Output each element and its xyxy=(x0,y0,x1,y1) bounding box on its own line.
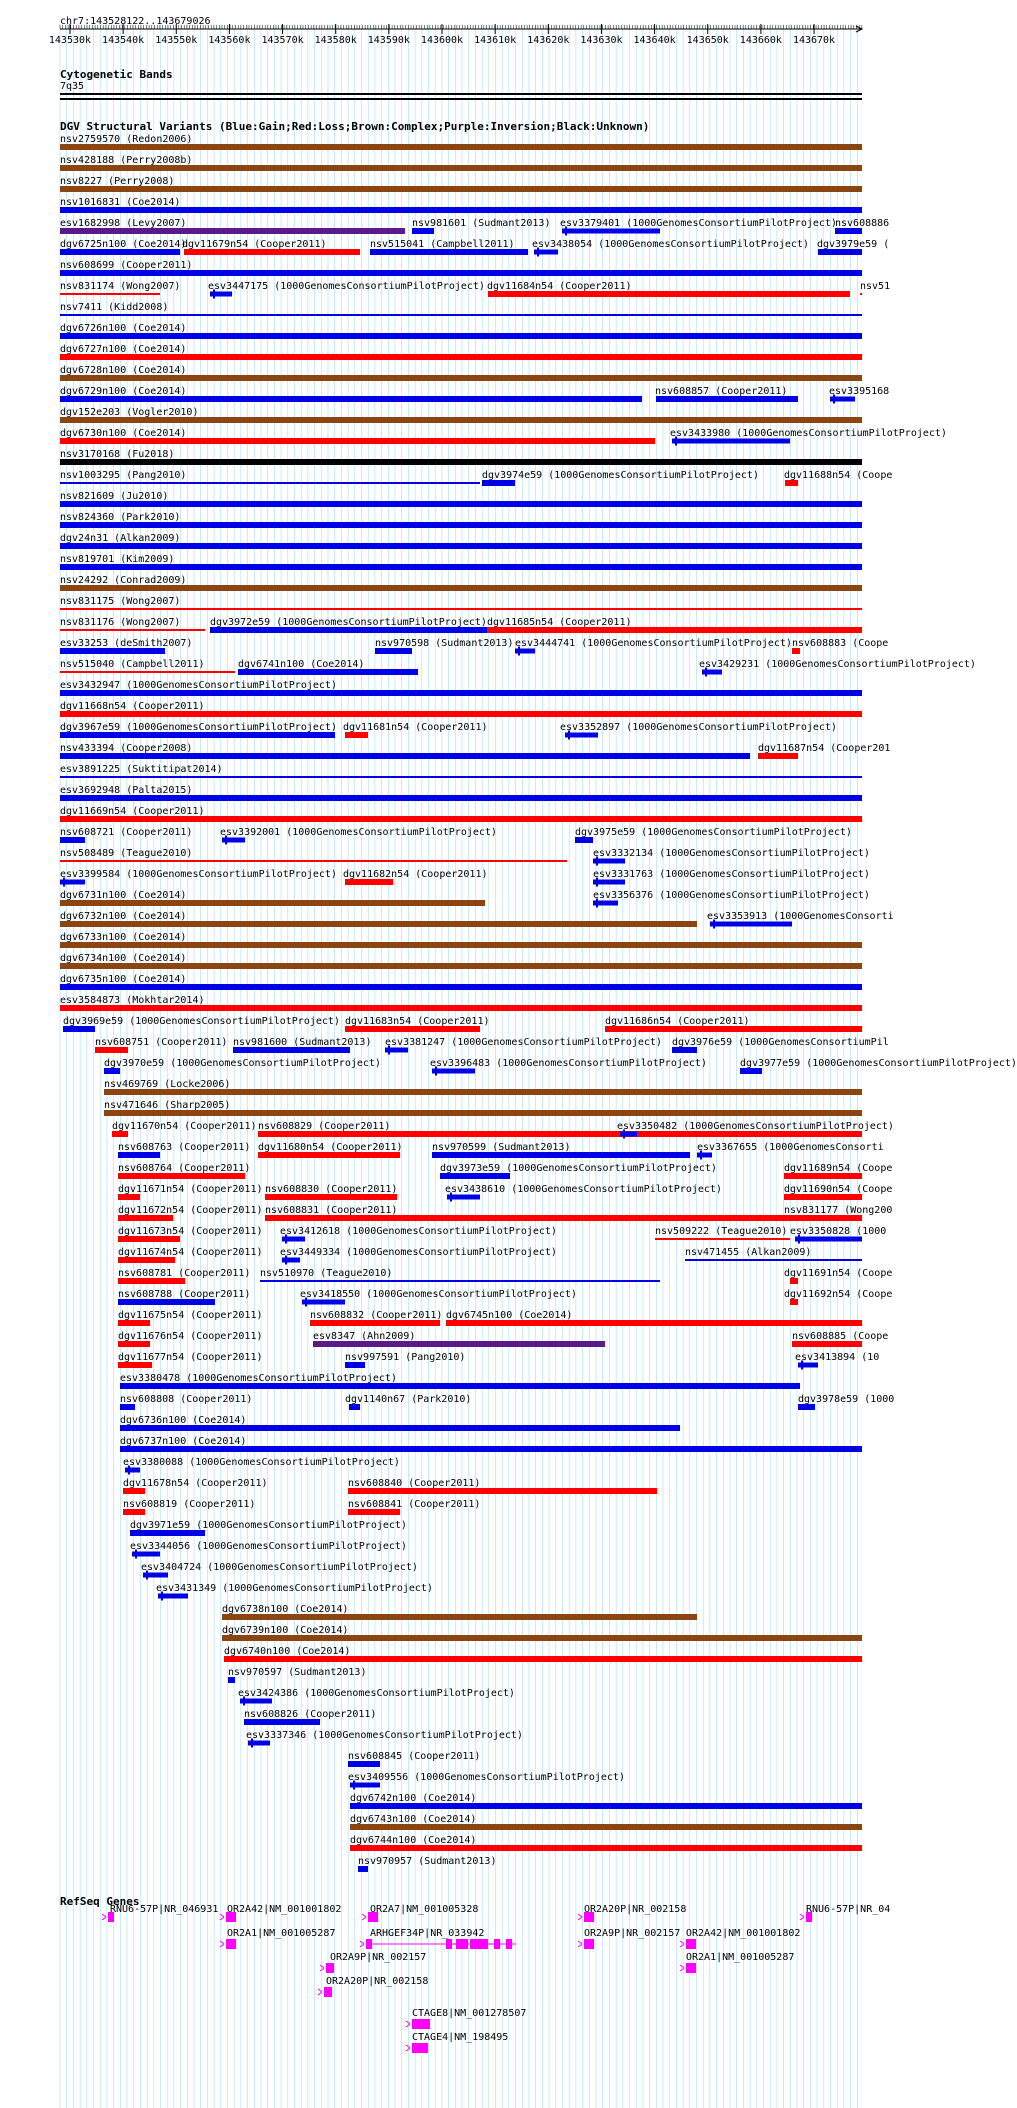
variant-label[interactable]: esv3367655 (1000GenomesConsorti xyxy=(697,1142,884,1153)
variant-bar[interactable] xyxy=(60,314,862,316)
gene-exon[interactable] xyxy=(324,1987,332,1997)
variant-bar[interactable] xyxy=(710,922,792,927)
gene-exon[interactable] xyxy=(476,1939,482,1949)
variant-label[interactable]: dgv11669n54 (Cooper2011) xyxy=(60,806,205,817)
variant-label[interactable]: esv3332134 (1000GenomesConsortiumPilotProject) xyxy=(593,848,870,859)
gene-label[interactable]: OR2A9P|NR_002157 xyxy=(584,1928,681,1939)
variant-label[interactable]: nsv608831 (Cooper2011) xyxy=(265,1205,398,1216)
variant-label[interactable]: dgv3971e59 (1000GenomesConsortiumPilotProject) xyxy=(130,1520,407,1531)
variant-label[interactable]: esv3449334 (1000GenomesConsortiumPilotProject) xyxy=(280,1247,557,1258)
variant-label[interactable]: nsv608788 (Cooper2011) xyxy=(118,1289,251,1300)
variant-bar[interactable] xyxy=(655,1238,790,1240)
variant-label[interactable]: dgv3976e59 (1000GenomesConsortiumPil xyxy=(672,1037,889,1048)
ruler-tick-label: 143560k xyxy=(208,35,251,46)
variant-label[interactable]: nsv608721 (Cooper2011) xyxy=(60,827,193,838)
gene-exon[interactable] xyxy=(482,1939,488,1949)
gene-exon[interactable] xyxy=(686,1939,696,1949)
variant-label[interactable]: esv3356376 (1000GenomesConsortiumPilotProject) xyxy=(593,890,870,901)
variant-label[interactable]: dgv11684n54 (Cooper2011) xyxy=(487,281,632,292)
ruler-tick-label: 143550k xyxy=(155,35,198,46)
ruler-tick-label: 143630k xyxy=(580,35,623,46)
variant-bar[interactable] xyxy=(697,1153,712,1158)
variant-label[interactable]: nsv1016831 (Coe2014) xyxy=(60,197,181,208)
variant-bar[interactable] xyxy=(562,229,660,234)
gene-label[interactable]: OR2A20P|NR_002158 xyxy=(584,1904,687,1915)
variant-label[interactable]: nsv515040 (Campbell2011) xyxy=(60,659,205,670)
variant-label[interactable]: dgv6737n100 (Coe2014) xyxy=(120,1436,247,1447)
variant-label[interactable]: dgv11689n54 (Coope xyxy=(784,1163,893,1174)
variant-label[interactable]: esv3418550 (1000GenomesConsortiumPilotProject) xyxy=(300,1289,577,1300)
gene-exon[interactable] xyxy=(326,1963,334,1973)
variant-label[interactable]: dgv11687n54 (Cooper201 xyxy=(758,743,891,754)
variant-label[interactable]: nsv51 xyxy=(860,281,891,292)
gene-label[interactable]: OR2A42|NM_001001802 xyxy=(227,1904,342,1915)
gene-exon[interactable] xyxy=(470,1939,476,1949)
variant-label[interactable]: nsv515041 (Campbell2011) xyxy=(370,239,515,250)
variant-label[interactable]: dgv11671n54 (Cooper2011) xyxy=(118,1184,263,1195)
variant-label[interactable]: nsv608857 (Cooper2011) xyxy=(655,386,788,397)
gene-exon[interactable] xyxy=(506,1939,512,1949)
ruler-tick-label: 143650k xyxy=(686,35,729,46)
variant-label[interactable]: dgv11682n54 (Cooper2011) xyxy=(343,869,488,880)
variant-label[interactable]: dgv11681n54 (Cooper2011) xyxy=(343,722,488,733)
variant-bar[interactable] xyxy=(860,293,862,295)
variant-label[interactable]: dgv6743n100 (Coe2014) xyxy=(350,1814,477,1825)
gene-label[interactable]: OR2A1|NM_001005287 xyxy=(686,1952,795,1963)
gene-exon[interactable] xyxy=(686,1963,696,1973)
variant-label[interactable]: esv3331763 (1000GenomesConsortiumPilotProject) xyxy=(593,869,870,880)
variant-label[interactable]: nsv24292 (Conrad2009) xyxy=(60,575,187,586)
variant-label[interactable]: esv3337346 (1000GenomesConsortiumPilotProject) xyxy=(246,1730,523,1741)
variant-label[interactable]: dgv1140n67 (Park2010) xyxy=(345,1394,472,1405)
variant-label[interactable]: esv3444741 (1000GenomesConsortiumPilotProject) xyxy=(515,638,792,649)
variant-label[interactable]: dgv11670n54 (Cooper2011) xyxy=(112,1121,257,1132)
variant-label[interactable]: esv3431349 (1000GenomesConsortiumPilotProject) xyxy=(156,1583,433,1594)
strand-arrow-icon xyxy=(360,1941,364,1947)
gene-label[interactable]: CTAGE8|NM_001278507 xyxy=(412,2008,527,2019)
variant-bar[interactable] xyxy=(282,1258,300,1263)
variant-label[interactable]: dgv6729n100 (Coe2014) xyxy=(60,386,187,397)
gene-label[interactable]: ARHGEF34P|NR_033942 xyxy=(370,1928,485,1939)
variant-label[interactable]: nsv471455 (Alkan2009) xyxy=(685,1247,812,1258)
refseq-track-title: RefSeq Genes xyxy=(60,1895,140,1908)
variant-bar[interactable] xyxy=(60,671,235,673)
variant-bar[interactable] xyxy=(125,1468,140,1473)
variant-label[interactable]: dgv152e203 (Vogler2010) xyxy=(60,407,199,418)
variant-label[interactable]: nsv608885 (Coope xyxy=(792,1331,889,1342)
variant-label[interactable]: nsv608826 (Cooper2011) xyxy=(244,1709,377,1720)
variant-label[interactable]: dgv11685n54 (Cooper2011) xyxy=(487,617,632,628)
variant-label[interactable]: esv3424386 (1000GenomesConsortiumPilotProject) xyxy=(238,1688,515,1699)
variant-bar[interactable] xyxy=(60,459,862,465)
variant-label[interactable]: nsv608832 (Cooper2011) xyxy=(310,1310,443,1321)
variant-label[interactable]: dgv6740n100 (Coe2014) xyxy=(224,1646,351,1657)
variant-bar[interactable] xyxy=(302,1300,345,1305)
variant-label[interactable]: nsv508489 (Teague2010) xyxy=(60,848,193,859)
gene-label[interactable]: OR2A7|NM_001005328 xyxy=(370,1904,479,1915)
strand-arrow-icon xyxy=(406,2021,410,2027)
variant-label[interactable]: esv3381247 (1000GenomesConsortiumPilotProject) xyxy=(385,1037,662,1048)
dgv-track-title: DGV Structural Variants (Blue:Gain;Red:Loss;Brown:Complex;Purple:Inversion;Black:Unknown) xyxy=(60,120,650,133)
variant-label[interactable]: nsv469769 (Locke2006) xyxy=(104,1079,231,1090)
gene-exon[interactable] xyxy=(412,2019,430,2029)
variant-label[interactable]: esv3429231 (1000GenomesConsortiumPilotProject) xyxy=(699,659,976,670)
variant-label[interactable]: esv1682998 (Levy2007) xyxy=(60,218,187,229)
variant-label[interactable]: esv3350828 (1000 xyxy=(790,1226,887,1237)
variant-label[interactable]: nsv510970 (Teague2010) xyxy=(260,1268,393,1279)
variant-label[interactable]: dgv6734n100 (Coe2014) xyxy=(60,953,187,964)
variant-bar[interactable] xyxy=(60,860,567,862)
gene-label[interactable]: OR2A9P|NR_002157 xyxy=(330,1952,427,1963)
gene-exon[interactable] xyxy=(226,1939,236,1949)
variant-label[interactable]: dgv6732n100 (Coe2014) xyxy=(60,911,187,922)
variant-bar[interactable] xyxy=(60,482,480,484)
variant-bar[interactable] xyxy=(672,439,790,444)
ruler-tick-label: 143660k xyxy=(739,35,782,46)
variant-label[interactable]: nsv831174 (Wong2007) xyxy=(60,281,181,292)
variant-label[interactable]: nsv608830 (Cooper2011) xyxy=(265,1184,398,1195)
variant-label[interactable]: esv3447175 (1000GenomesConsortiumPilotProject) xyxy=(208,281,485,292)
gene-exon[interactable] xyxy=(494,1939,500,1949)
variant-label[interactable]: dgv6730n100 (Coe2014) xyxy=(60,428,187,439)
variant-label[interactable]: dgv6731n100 (Coe2014) xyxy=(60,890,187,901)
variant-label[interactable]: dgv3972e59 (1000GenomesConsortiumPilotProject) xyxy=(210,617,487,628)
variant-label[interactable]: esv3692948 (Palta2015) xyxy=(60,785,193,796)
ruler-tick-label: 143580k xyxy=(314,35,357,46)
variant-bar[interactable] xyxy=(620,1132,637,1137)
ruler-tick-label: 143620k xyxy=(527,35,570,46)
variant-label[interactable]: esv3399584 (1000GenomesConsortiumPilotProject) xyxy=(60,869,337,880)
gene-exon[interactable] xyxy=(412,2043,428,2053)
variant-label[interactable]: dgv6739n100 (Coe2014) xyxy=(222,1625,349,1636)
variant-label[interactable]: dgv11675n54 (Cooper2011) xyxy=(118,1310,263,1321)
ruler-tick-label: 143670k xyxy=(792,35,836,46)
variant-label[interactable]: esv3395168 xyxy=(829,386,890,397)
variant-label[interactable]: esv3396483 (1000GenomesConsortiumPilotProject) xyxy=(430,1058,707,1069)
ruler-tick-label: 143600k xyxy=(420,35,464,46)
ruler-tick-label: 143610k xyxy=(474,35,517,46)
strand-arrow-icon xyxy=(578,1941,582,1947)
variant-bar[interactable] xyxy=(60,293,160,295)
gene-label[interactable]: RNU6-57P|NR_046931 xyxy=(110,1904,219,1915)
variant-label[interactable]: esv3352897 (1000GenomesConsortiumPilotProject) xyxy=(560,722,837,733)
variant-label[interactable]: dgv3978e59 (1000 xyxy=(798,1394,895,1405)
variant-label[interactable]: nsv997591 (Pang2010) xyxy=(345,1352,466,1363)
variant-label[interactable]: nsv1003295 (Pang2010) xyxy=(60,470,187,481)
variant-label[interactable]: dgv11683n54 (Cooper2011) xyxy=(345,1016,490,1027)
gene-exon[interactable] xyxy=(584,1939,594,1949)
variant-label[interactable]: nsv831175 (Wong2007) xyxy=(60,596,181,607)
variant-label[interactable]: nsv608829 (Cooper2011) xyxy=(258,1121,391,1132)
variant-label[interactable]: nsv433394 (Cooper2008) xyxy=(60,743,193,754)
variant-label[interactable]: dgv11690n54 (Coope xyxy=(784,1184,893,1195)
variant-label[interactable]: nsv509222 (Teague2010) xyxy=(655,1226,788,1237)
variant-label[interactable]: esv3413894 (10 xyxy=(795,1352,880,1363)
variant-label[interactable]: dgv11688n54 (Coope xyxy=(784,470,893,481)
variant-label[interactable]: nsv608840 (Cooper2011) xyxy=(348,1478,481,1489)
variant-bar[interactable] xyxy=(432,1069,475,1074)
variant-label[interactable]: nsv970597 (Sudmant2013) xyxy=(228,1667,367,1678)
gene-exon[interactable] xyxy=(462,1939,468,1949)
variant-label[interactable]: nsv428188 (Perry2008b) xyxy=(60,155,193,166)
gene-exon[interactable] xyxy=(456,1939,462,1949)
ruler-tick-label: 143590k xyxy=(367,35,410,46)
variant-label[interactable]: nsv608819 (Cooper2011) xyxy=(123,1499,256,1510)
variant-label[interactable]: esv8347 (Ahn2009) xyxy=(313,1331,416,1342)
variant-label[interactable]: nsv608763 (Cooper2011) xyxy=(118,1142,251,1153)
variant-bar[interactable] xyxy=(60,186,862,192)
variant-label[interactable]: dgv11672n54 (Cooper2011) xyxy=(118,1205,263,1216)
variant-label[interactable]: nsv608781 (Cooper2011) xyxy=(118,1268,251,1279)
strand-arrow-icon xyxy=(578,1914,582,1920)
gene-exon[interactable] xyxy=(446,1939,452,1949)
strand-arrow-icon xyxy=(680,1941,684,1947)
gene-label[interactable]: OR2A20P|NR_002158 xyxy=(326,1976,429,1987)
ruler-tick-label: 143640k xyxy=(633,35,676,46)
variant-bar[interactable] xyxy=(260,1280,660,1282)
variant-label[interactable]: nsv831177 (Wong200 xyxy=(784,1205,893,1216)
variant-label[interactable]: dgv3974e59 (1000GenomesConsortiumPilotProject) xyxy=(482,470,759,481)
strand-arrow-icon xyxy=(680,1965,684,1971)
variant-bar[interactable] xyxy=(60,776,862,778)
variant-label[interactable]: dgv6727n100 (Coe2014) xyxy=(60,344,187,355)
variant-label[interactable]: dgv6728n100 (Coe2014) xyxy=(60,365,187,376)
variant-label[interactable]: dgv3970e59 (1000GenomesConsortiumPilotProject) xyxy=(104,1058,381,1069)
variant-label[interactable]: esv3350482 (1000GenomesConsortiumPilotProject) xyxy=(617,1121,894,1132)
variant-label[interactable]: dgv6735n100 (Coe2014) xyxy=(60,974,187,985)
variant-label[interactable]: nsv608764 (Cooper2011) xyxy=(118,1163,251,1174)
variant-label[interactable]: dgv6741n100 (Coe2014) xyxy=(238,659,365,670)
variant-label[interactable]: dgv3973e59 (1000GenomesConsortiumPilotProject) xyxy=(440,1163,717,1174)
cytoband-label: 7q35 xyxy=(60,81,85,92)
variant-label[interactable]: dgv24n31 (Alkan2009) xyxy=(60,533,181,544)
variant-label[interactable]: esv3584873 (Mokhtar2014) xyxy=(60,995,205,1006)
variant-label[interactable]: nsv981600 (Sudmant2013) xyxy=(233,1037,372,1048)
variant-label[interactable]: dgv6736n100 (Coe2014) xyxy=(120,1415,247,1426)
variant-label[interactable]: esv3891225 (Suktitipat2014) xyxy=(60,764,223,775)
variant-label[interactable]: dgv3975e59 (1000GenomesConsortiumPilotProject) xyxy=(575,827,852,838)
gene-label[interactable]: RNU6-57P|NR_04 xyxy=(806,1904,891,1915)
strand-arrow-icon xyxy=(320,1965,324,1971)
variant-bar[interactable] xyxy=(784,1217,862,1219)
gene-label[interactable]: OR2A1|NM_001005287 xyxy=(227,1928,336,1939)
variant-label[interactable]: nsv824360 (Park2010) xyxy=(60,512,181,523)
variant-label[interactable]: dgv11674n54 (Cooper2011) xyxy=(118,1247,263,1258)
variant-label[interactable]: esv3409556 (1000GenomesConsortiumPilotProject) xyxy=(348,1772,625,1783)
strand-arrow-icon xyxy=(406,2045,410,2051)
variant-label[interactable]: nsv608883 (Coope xyxy=(792,638,889,649)
variant-label[interactable]: esv3433980 (1000GenomesConsortiumPilotProject) xyxy=(670,428,947,439)
variant-label[interactable]: dgv6744n100 (Coe2014) xyxy=(350,1835,477,1846)
variant-label[interactable]: esv3379401 (1000GenomesConsortiumPilotProject) xyxy=(560,218,837,229)
variant-label[interactable]: esv3432947 (1000GenomesConsortiumPilotProject) xyxy=(60,680,337,691)
variant-label[interactable]: nsv981601 (Sudmant2013) xyxy=(412,218,551,229)
variant-label[interactable]: dgv6726n100 (Coe2014) xyxy=(60,323,187,334)
variant-label[interactable]: nsv608845 (Cooper2011) xyxy=(348,1751,481,1762)
ruler-tick-label: 143570k xyxy=(261,35,304,46)
cytoband-bar xyxy=(60,98,862,100)
gene-label[interactable]: CTAGE4|NM_198495 xyxy=(412,2032,509,2043)
variant-label[interactable]: esv3404724 (1000GenomesConsortiumPilotProject) xyxy=(141,1562,418,1573)
variant-label[interactable]: nsv608699 (Cooper2011) xyxy=(60,260,193,271)
variant-label[interactable]: nsv970599 (Sudmant2013) xyxy=(432,1142,571,1153)
variant-label[interactable]: nsv608751 (Cooper2011) xyxy=(95,1037,228,1048)
variant-bar[interactable] xyxy=(685,1259,862,1261)
variant-label[interactable]: nsv7411 (Kidd2008) xyxy=(60,302,169,313)
variant-label[interactable]: nsv8227 (Perry2008) xyxy=(60,176,175,187)
variant-label[interactable]: dgv3977e59 (1000GenomesConsortiumPilotProject) xyxy=(740,1058,1017,1069)
variant-label[interactable]: dgv11686n54 (Cooper2011) xyxy=(605,1016,750,1027)
variant-label[interactable]: esv3344056 (1000GenomesConsortiumPilotProject) xyxy=(130,1541,407,1552)
variant-label[interactable]: nsv831176 (Wong2007) xyxy=(60,617,181,628)
variant-label[interactable]: dgv11677n54 (Cooper2011) xyxy=(118,1352,263,1363)
variant-label[interactable]: nsv608886 xyxy=(835,218,890,229)
variant-label[interactable]: dgv11679n54 (Cooper2011) xyxy=(182,239,327,250)
variant-label[interactable]: dgv3979e59 ( xyxy=(817,239,890,250)
variant-label[interactable]: dgv3969e59 (1000GenomesConsortiumPilotProject) xyxy=(63,1016,340,1027)
ruler-tick-label: 143540k xyxy=(102,35,145,46)
variant-bar[interactable] xyxy=(795,1237,862,1242)
variant-bar[interactable] xyxy=(60,629,205,631)
variant-label[interactable]: dgv11673n54 (Cooper2011) xyxy=(118,1226,263,1237)
strand-arrow-icon xyxy=(102,1914,106,1920)
variant-label[interactable]: esv3353913 (1000GenomesConsorti xyxy=(707,911,894,922)
variant-bar[interactable] xyxy=(60,564,862,570)
variant-label[interactable]: nsv608808 (Cooper2011) xyxy=(120,1394,253,1405)
variant-label[interactable]: nsv819701 (Kim2009) xyxy=(60,554,175,565)
variant-label[interactable]: dgv6742n100 (Coe2014) xyxy=(350,1793,477,1804)
variant-label[interactable]: dgv6725n100 (Coe2014) xyxy=(60,239,187,250)
variant-label[interactable]: dgv3967e59 (1000GenomesConsortiumPilotProject) xyxy=(60,722,337,733)
variant-label[interactable]: esv3392001 (1000GenomesConsortiumPilotProject) xyxy=(220,827,497,838)
variant-label[interactable]: nsv471646 (Sharp2005) xyxy=(104,1100,231,1111)
variant-label[interactable]: nsv970957 (Sudmant2013) xyxy=(358,1856,497,1867)
variant-label[interactable]: dgv11668n54 (Cooper2011) xyxy=(60,701,205,712)
variant-label[interactable]: esv3380088 (1000GenomesConsortiumPilotProject) xyxy=(123,1457,400,1468)
variant-label[interactable]: dgv6733n100 (Coe2014) xyxy=(60,932,187,943)
variant-bar[interactable] xyxy=(60,501,862,507)
variant-label[interactable]: dgv6738n100 (Coe2014) xyxy=(222,1604,349,1615)
variant-label[interactable]: nsv970598 (Sudmant2013) xyxy=(375,638,514,649)
variant-bar[interactable] xyxy=(60,608,862,610)
variant-label[interactable]: esv3380478 (1000GenomesConsortiumPilotProject) xyxy=(120,1373,397,1384)
variant-label[interactable]: dgv11692n54 (Coope xyxy=(784,1289,893,1300)
variant-label[interactable]: dgv6745n100 (Coe2014) xyxy=(446,1310,573,1321)
variant-label[interactable]: dgv11691n54 (Coope xyxy=(784,1268,893,1279)
strand-arrow-icon xyxy=(362,1914,366,1920)
variant-label[interactable]: nsv608841 (Cooper2011) xyxy=(348,1499,481,1510)
variant-label[interactable]: esv3438054 (1000GenomesConsortiumPilotProject) xyxy=(532,239,809,250)
variant-label[interactable]: nsv821609 (Ju2010) xyxy=(60,491,169,502)
cytoband-title: Cytogenetic Bands xyxy=(60,68,173,81)
gene-label[interactable]: OR2A42|NM_001001802 xyxy=(686,1928,801,1939)
variant-label[interactable]: esv3412618 (1000GenomesConsortiumPilotProject) xyxy=(280,1226,557,1237)
variant-label[interactable]: nsv2759570 (Redon2006) xyxy=(60,134,193,145)
variant-label[interactable]: dgv11678n54 (Cooper2011) xyxy=(123,1478,268,1489)
cytoband-bar xyxy=(60,93,862,95)
variant-label[interactable]: nsv3170168 (Fu2018) xyxy=(60,449,175,460)
variant-label[interactable]: dgv11676n54 (Cooper2011) xyxy=(118,1331,263,1342)
position-header: chr7:143528122..143679026 xyxy=(60,16,211,27)
variant-label[interactable]: esv33253 (deSmith2007) xyxy=(60,638,193,649)
ruler-tick-label: 143530k xyxy=(48,35,92,46)
gene-exon[interactable] xyxy=(366,1939,372,1949)
variant-label[interactable]: dgv11680n54 (Cooper2011) xyxy=(258,1142,403,1153)
variant-label[interactable]: esv3438610 (1000GenomesConsortiumPilotProject) xyxy=(445,1184,722,1195)
